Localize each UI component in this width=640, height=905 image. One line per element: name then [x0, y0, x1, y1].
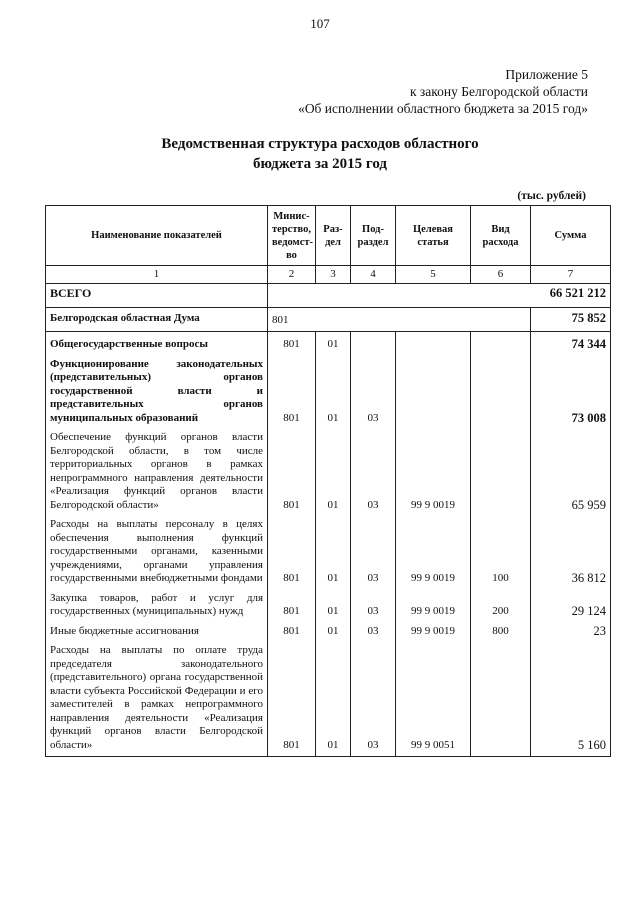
row-expense-type: [471, 425, 531, 512]
row-subsection: 03: [351, 512, 396, 586]
row-sum: 36 812: [531, 512, 611, 586]
column-number-row: [46, 266, 611, 284]
row-target: [396, 352, 471, 426]
header-section: Раз-дел: [316, 206, 351, 266]
table-row: [46, 619, 611, 639]
row-name: Функционирование законодательных (представительных) органов государственной власти и представительных органов муниципальных образований: [46, 352, 268, 426]
row-ministry: 801: [268, 308, 531, 332]
appendix-line-1: Приложение 5: [505, 67, 588, 82]
units-label: (тыс. рублей): [517, 190, 586, 202]
row-subsection: [351, 332, 396, 352]
row-expense-type: [471, 352, 531, 426]
row-name: Иные бюджетные ассигнования: [46, 619, 268, 639]
row-section: 01: [316, 619, 351, 639]
row-expense-type: [471, 332, 531, 352]
row-section: 01: [316, 586, 351, 619]
total-row: [46, 284, 611, 308]
row-subsection: 03: [351, 638, 396, 757]
row-ministry: 801: [268, 619, 316, 639]
title-line-1: Ведомственная структура расходов областного: [161, 136, 479, 152]
column-number: 3: [316, 266, 351, 284]
table-row: [46, 425, 611, 512]
column-number: 1: [46, 266, 268, 284]
row-ministry: 801: [268, 586, 316, 619]
row-target: 99 9 0019: [396, 619, 471, 639]
row-sum: 5 160: [531, 638, 611, 757]
column-number: 2: [268, 266, 316, 284]
header-subsection: Под-раздел: [351, 206, 396, 266]
row-sum: 65 959: [531, 425, 611, 512]
table-row: [46, 308, 611, 332]
row-section: 01: [316, 425, 351, 512]
row-section: 01: [316, 332, 351, 352]
total-label: ВСЕГО: [46, 284, 268, 308]
column-number: 4: [351, 266, 396, 284]
table-row: [46, 512, 611, 586]
title-line-2: бюджета за 2015 год: [253, 156, 387, 172]
header-sum: Сумма: [531, 206, 611, 266]
appendix-header: [298, 66, 588, 117]
column-number: 5: [396, 266, 471, 284]
appendix-line-3: «Об исполнении областного бюджета за 2015 год»: [298, 101, 588, 116]
row-name: Расходы на выплаты по оплате труда председателя законодательного (представительного) органа государственной власти субъекта Российской Федерации и его заместителей в рамках непрограммного направления деятельности «Реализация функций органов власти Белгородской области»: [46, 638, 268, 757]
header-target: Целевая статья: [396, 206, 471, 266]
row-target: 99 9 0019: [396, 586, 471, 619]
row-sum: 75 852: [531, 308, 611, 332]
column-number: 7: [531, 266, 611, 284]
row-name: Закупка товаров, работ и услуг для государственных (муниципальных) нужд: [46, 586, 268, 619]
row-target: 99 9 0051: [396, 638, 471, 757]
row-ministry: 801: [268, 425, 316, 512]
appendix-line-2: к закону Белгородской области: [410, 84, 588, 99]
row-section: 01: [316, 512, 351, 586]
row-ministry: 801: [268, 332, 316, 352]
row-ministry: 801: [268, 638, 316, 757]
row-expense-type: [471, 638, 531, 757]
row-ministry: 801: [268, 352, 316, 426]
row-name: Общегосударственные вопросы: [46, 332, 268, 352]
table-row: [46, 586, 611, 619]
row-expense-type: 800: [471, 619, 531, 639]
page-number: 107: [310, 16, 330, 31]
row-subsection: 03: [351, 352, 396, 426]
column-number: 6: [471, 266, 531, 284]
row-sum: 73 008: [531, 352, 611, 426]
header-row: [46, 206, 611, 266]
row-section: 01: [316, 638, 351, 757]
row-name: Расходы на выплаты персоналу в целях обеспечения выполнения функций государственными органами, казенными учреждениями, органами управления государственными внебюджетными фондами: [46, 512, 268, 586]
row-subsection: 03: [351, 619, 396, 639]
row-sum: 23: [531, 619, 611, 639]
header-name: Наименование показателей: [46, 206, 268, 266]
header-ministry: Минис-терство, ведомст-во: [268, 206, 316, 266]
row-section: 01: [316, 352, 351, 426]
row-sum: 74 344: [531, 332, 611, 352]
row-subsection: 03: [351, 425, 396, 512]
budget-table: [45, 205, 611, 757]
row-subsection: 03: [351, 586, 396, 619]
row-sum: 29 124: [531, 586, 611, 619]
row-target: [396, 332, 471, 352]
row-name: Обеспечение функций органов власти Белгородской области, в том числе территориальных органов в рамках непрограммного направления деятельности «Реализация функций органов власти Белгородской области»: [46, 425, 268, 512]
document-title: [0, 134, 640, 174]
row-target: 99 9 0019: [396, 512, 471, 586]
row-expense-type: 100: [471, 512, 531, 586]
table-row: [46, 638, 611, 757]
total-sum: 66 521 212: [268, 284, 611, 308]
row-ministry: 801: [268, 512, 316, 586]
table-row: [46, 352, 611, 426]
table-row: [46, 332, 611, 352]
header-expense-type: Вид расхода: [471, 206, 531, 266]
row-target: 99 9 0019: [396, 425, 471, 512]
row-name: Белгородская областная Дума: [46, 308, 268, 332]
row-expense-type: 200: [471, 586, 531, 619]
